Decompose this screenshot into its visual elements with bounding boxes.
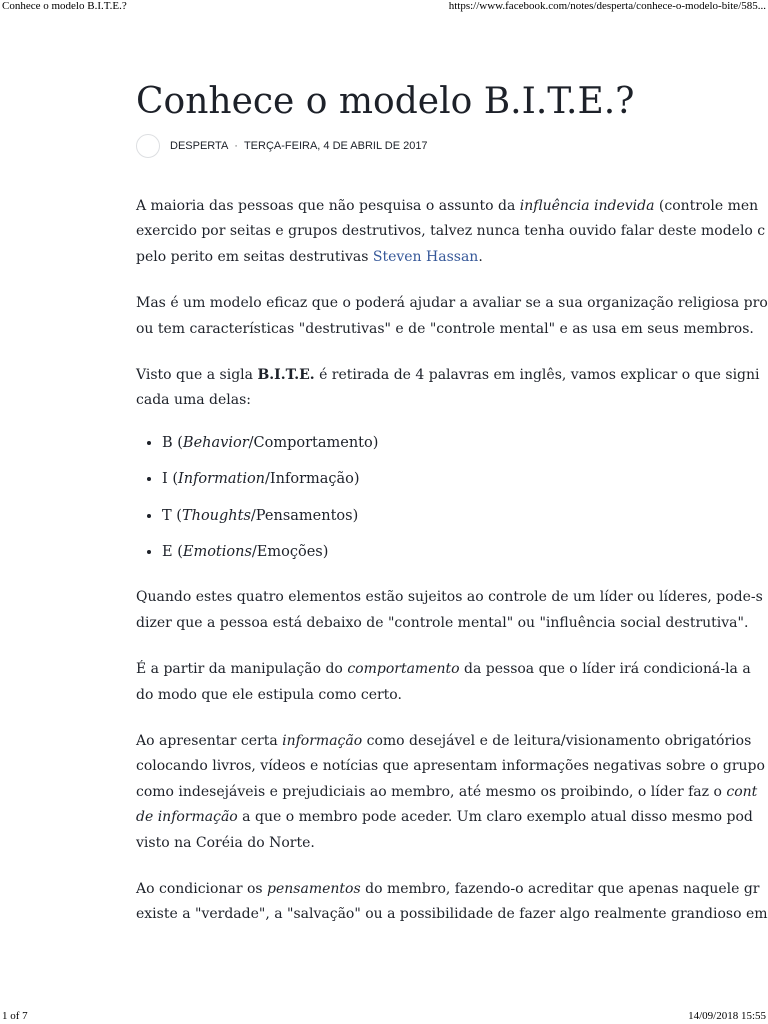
page-number: 1 of 7 [2, 1010, 28, 1022]
list-portuguese-term: /Comportamento) [248, 434, 379, 451]
list-portuguese-term: /Pensamentos) [250, 507, 359, 524]
emphasis-text: informação [282, 732, 363, 749]
print-datetime: 14/09/2018 15:55 [688, 1010, 766, 1022]
byline-separator: · [234, 140, 238, 152]
emphasis-text: comportamento [347, 661, 460, 678]
paragraph-acronym [136, 363, 768, 414]
list-portuguese-term: /Informação) [265, 471, 360, 488]
print-header-url: https://www.facebook.com/notes/desperta/conhece-o-modelo-bite/585... [448, 0, 766, 12]
paragraph-line: colocando livros, vídeos e notícias que apresentam informações negativas sobre o grupo [136, 758, 765, 775]
paragraph-line [136, 363, 768, 388]
list-letter: I ( [162, 471, 178, 488]
print-footer [0, 1010, 768, 1024]
paragraph-thoughts [136, 877, 768, 928]
paragraph-intro [136, 194, 768, 270]
paragraph-line: do modo que ele estipula como certo. [136, 686, 402, 703]
paragraph-behavior [136, 657, 768, 708]
paragraph-line [136, 245, 768, 270]
list-portuguese-term: /Emoções) [251, 544, 329, 561]
list-english-term: Behavior [182, 434, 249, 451]
steven-hassan-link[interactable]: Steven Hassan [372, 248, 479, 265]
text: A maioria das pessoas que não pesquisa o assunto da [136, 198, 520, 214]
text: Visto que a sigla [136, 367, 258, 384]
paragraph-line: ou tem características "destrutivas" e de "controle mental" e as usa em seus membros. [136, 320, 754, 337]
text: Ao apresentar certa [136, 732, 283, 749]
paragraph-line: Quando estes quatro elementos estão sujeitos ao controle de um líder ou líderes, pode-s [136, 589, 763, 606]
emphasis-text: cont [726, 783, 758, 800]
list-english-term: Thoughts [181, 507, 251, 524]
author-avatar[interactable] [136, 134, 160, 158]
page-content [0, 14, 768, 1006]
text: a que o membro pode aceder. Um claro exemplo atual disso mesmo pod [237, 809, 753, 826]
print-header [0, 0, 768, 14]
paragraph-four-elements [136, 585, 768, 636]
paragraph-line: cada uma delas: [136, 392, 252, 409]
paragraph-line [136, 877, 768, 902]
list-item-emotions [162, 539, 768, 565]
list-letter: T ( [162, 507, 182, 524]
paragraph-line [136, 729, 768, 754]
author-name[interactable]: DESPERTA [170, 140, 229, 152]
paragraph-line: exercido por seitas e grupos destrutivos, talvez nunca tenha ouvido falar deste modelo c [136, 223, 766, 240]
list-item-thoughts [162, 503, 768, 529]
article-title: Conhece o modelo B.I.T.E.? [136, 81, 635, 122]
text: Ao condicionar os [136, 881, 268, 897]
list-english-term: Emotions [182, 544, 252, 561]
text: como desejável e de leitura/visionamento obrigatórios [362, 732, 752, 749]
paragraph-line: dizer que a pessoa está debaixo de "controle mental" ou "influência social destrutiva". [136, 614, 749, 631]
paragraph-line [136, 805, 768, 830]
print-header-title: Conhece o modelo B.I.T.E.? [2, 0, 127, 12]
article-body [136, 194, 768, 949]
paragraph-line [136, 780, 768, 805]
paragraph-line: existe a "verdade", a "salvação" ou a possibilidade de fazer algo realmente grandioso em [136, 906, 768, 923]
list-item-information [162, 466, 768, 492]
paragraph-information [136, 729, 768, 856]
text: como indesejáveis e prejudiciais ao membro, até mesmo os proibindo, o líder faz o [136, 783, 727, 800]
list-english-term: Information [178, 471, 266, 488]
text: pelo perito em seitas destrutivas [136, 248, 373, 265]
list-letter: B ( [162, 434, 183, 451]
paragraph-model [136, 291, 768, 342]
text: É a partir da manipulação do [136, 661, 348, 678]
text: é retirada de 4 palavras em inglês, vamos explicar o que signi [314, 367, 760, 384]
list-item-behavior [162, 430, 768, 456]
text: do membro, fazendo-o acreditar que apenas naquele gr [360, 881, 760, 897]
emphasis-text: pensamentos [267, 881, 361, 897]
text: (controle men [654, 198, 759, 214]
byline [136, 133, 428, 159]
text: da pessoa que o líder irá condicioná-la a [459, 661, 751, 678]
bold-text: B.I.T.E. [257, 367, 315, 384]
list-letter: E ( [162, 544, 183, 561]
emphasis-text: influência indevida [519, 198, 655, 214]
paragraph-line [136, 657, 768, 682]
paragraph-line [136, 194, 768, 219]
bite-list [136, 430, 768, 566]
emphasis-text: de informação [136, 809, 238, 826]
text: . [478, 248, 483, 265]
paragraph-line: Mas é um modelo eficaz que o poderá ajudar a avaliar se a sua organização religiosa pro [136, 295, 768, 312]
publish-date[interactable]: TERÇA-FEIRA, 4 DE ABRIL DE 2017 [243, 140, 428, 152]
paragraph-line: visto na Coréia do Norte. [136, 834, 315, 851]
